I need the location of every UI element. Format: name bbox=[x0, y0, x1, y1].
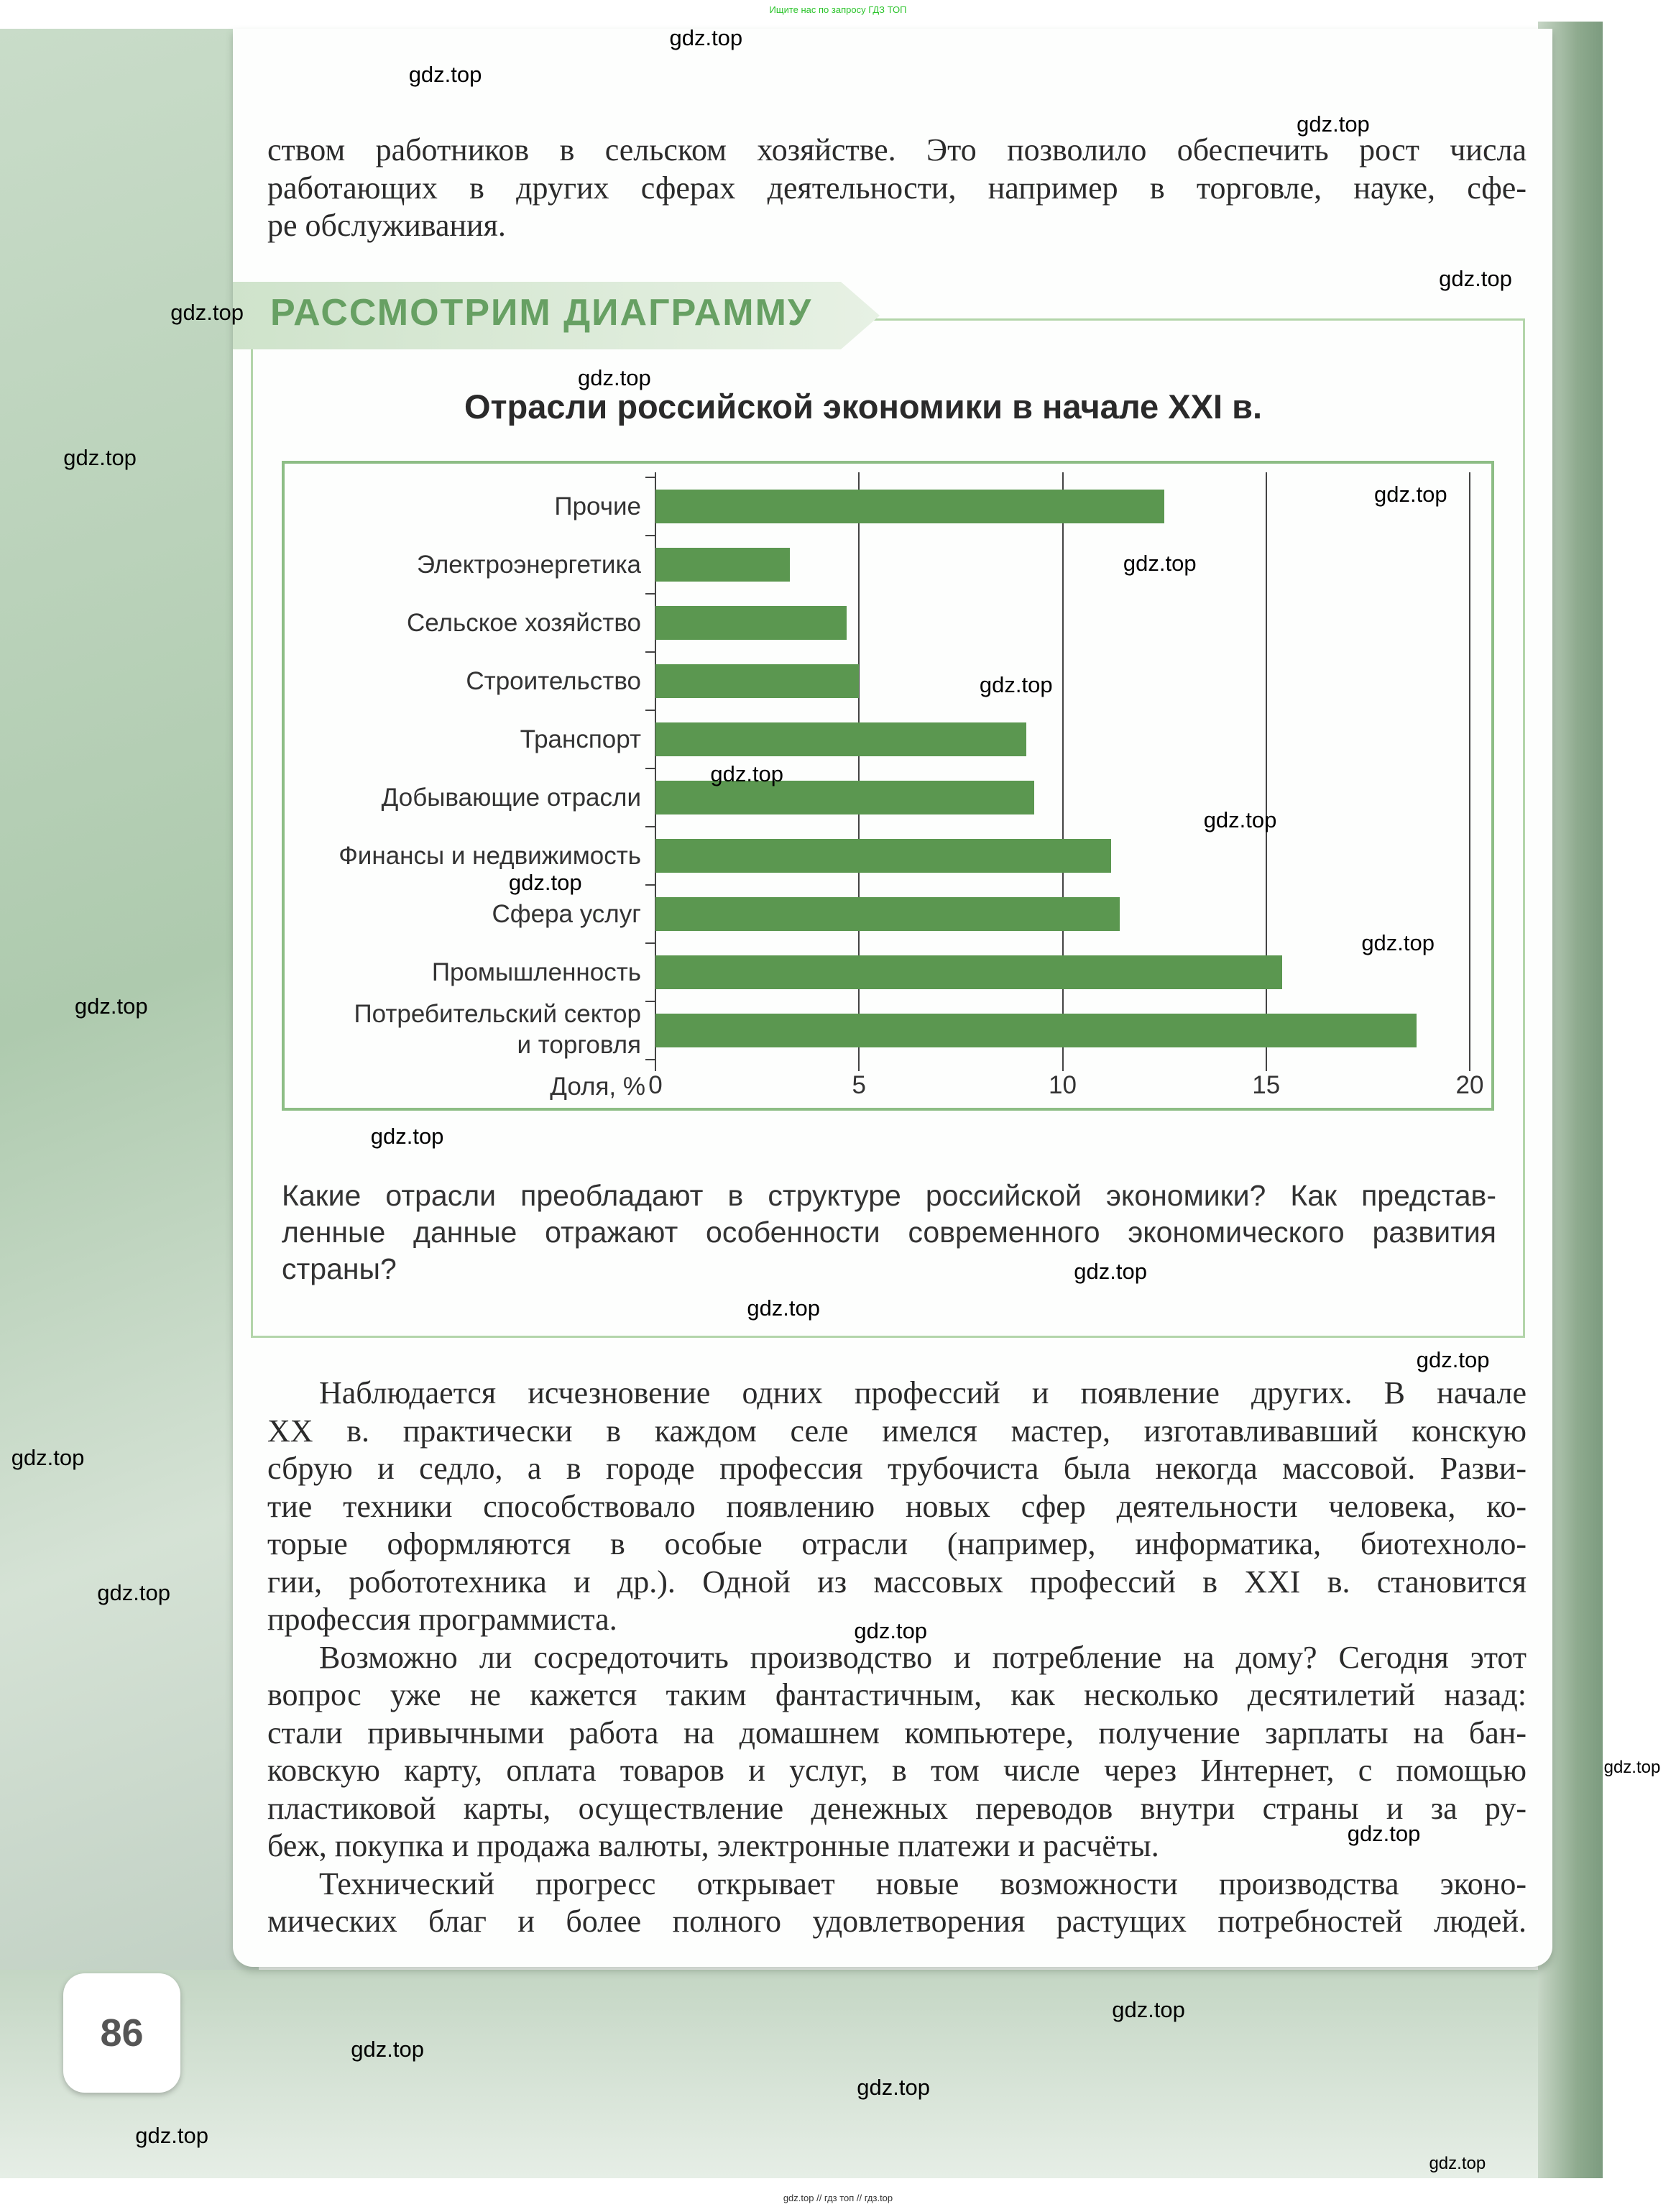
text-line: тие техники способствовало появлению новых сфер деятельности человека, ко- bbox=[267, 1488, 1527, 1524]
category-label-line: и торговля bbox=[517, 1031, 641, 1059]
x-tick-label: 5 bbox=[852, 1071, 866, 1099]
category-label-line: Сельское хозяйство bbox=[406, 608, 641, 637]
watermark-text: gdz.top bbox=[1603, 1758, 1661, 1778]
category-label-line: Транспорт bbox=[520, 725, 641, 753]
chart-title: Отрасли российской экономики в начале XXI в. bbox=[464, 387, 1263, 426]
y-tick bbox=[645, 826, 655, 827]
text-line: мических благ и более полного удовлетворения растущих потребностей людей. bbox=[267, 1904, 1527, 1939]
category-label bbox=[354, 999, 642, 1060]
watermark-text: gdz.top bbox=[1373, 482, 1447, 508]
y-tick bbox=[645, 651, 655, 653]
bar bbox=[655, 955, 1282, 989]
watermark-text: gdz.top bbox=[1297, 111, 1370, 137]
bar bbox=[655, 897, 1120, 931]
watermark-text: gdz.top bbox=[747, 1295, 821, 1321]
text-line: ре обслуживания. bbox=[267, 208, 506, 243]
paragraph bbox=[267, 1375, 1527, 1639]
bar bbox=[655, 490, 1164, 523]
watermark-text: gdz.top bbox=[351, 2037, 424, 2062]
x-tick-label: 20 bbox=[1455, 1071, 1484, 1099]
watermark-text: gdz.top bbox=[97, 1579, 170, 1605]
watermark-text: gdz.top bbox=[370, 1123, 444, 1149]
text-line: Технический прогресс открывает новые возможности производства эконо- bbox=[319, 1865, 1527, 1901]
watermark-text: gdz.top bbox=[1123, 551, 1197, 577]
paragraph bbox=[267, 1639, 1527, 1865]
text-line: Наблюдается исчезновение одних профессий и появление других. В начале bbox=[319, 1375, 1527, 1410]
text-line: Возможно ли сосредоточить производство и потребление на дому? Сегодня этот bbox=[319, 1639, 1527, 1675]
watermark-text: gdz.top bbox=[578, 364, 651, 390]
text-line: вопрос уже не кажется таким фантастичным, как несколько десятилетий назад: bbox=[267, 1677, 1527, 1712]
text-line: гии, робототехника и др.). Одной из массовых профессий в XXI в. становится bbox=[267, 1564, 1527, 1600]
text-line: стали привычными работа на домашнем компьютере, получение зарплаты на бан- bbox=[267, 1715, 1527, 1750]
x-axis-label: Доля, % bbox=[550, 1073, 645, 1101]
watermark-text: gdz.top bbox=[508, 869, 582, 895]
left-decor bbox=[0, 29, 259, 2178]
text-line: ковскую карту, оплата товаров и услуг, в том числе через Интернет, с помощью bbox=[267, 1753, 1527, 1788]
question-line: ленные данные отражают особенности современного экономического развития bbox=[282, 1216, 1496, 1249]
watermark-text: gdz.top bbox=[408, 61, 482, 87]
section-banner-title: РАССМОТРИМ ДИАГРАММУ bbox=[270, 292, 813, 334]
header-tag: Ищите нас по запросу ГДЗ ТОП bbox=[769, 4, 907, 15]
watermark-text: gdz.top bbox=[135, 2122, 208, 2148]
category-label-line: Потребительский сектор bbox=[354, 1000, 641, 1028]
watermark-text: gdz.top bbox=[1429, 2154, 1486, 2174]
bar bbox=[655, 664, 859, 698]
category-label bbox=[432, 957, 641, 988]
y-tick bbox=[645, 884, 655, 886]
bar bbox=[655, 839, 1111, 873]
watermark-text: gdz.top bbox=[1074, 1258, 1147, 1284]
x-tick-label: 0 bbox=[648, 1071, 663, 1099]
intro-paragraph bbox=[267, 132, 1527, 245]
gridline bbox=[1469, 472, 1470, 1071]
category-label bbox=[417, 549, 641, 580]
y-tick bbox=[645, 942, 655, 944]
watermark-text: gdz.top bbox=[854, 1617, 928, 1643]
bar bbox=[655, 722, 1026, 756]
text-line: ством работников в сельском хозяйстве. Это позволило обеспечить рост числа bbox=[267, 132, 1527, 167]
category-label-line: Электроэнергетика bbox=[416, 550, 641, 579]
category-label bbox=[382, 782, 641, 813]
y-tick bbox=[645, 1001, 655, 1002]
watermark-text: gdz.top bbox=[11, 1444, 85, 1470]
watermark-text: gdz.top bbox=[1112, 1997, 1185, 2023]
watermark-text: gdz.top bbox=[1203, 807, 1277, 833]
category-label bbox=[339, 840, 641, 871]
y-tick bbox=[645, 535, 655, 536]
category-label-line: Прочие bbox=[554, 492, 641, 520]
watermark-text: gdz.top bbox=[857, 2075, 930, 2101]
text-line: профессия программиста. bbox=[267, 1602, 617, 1637]
watermark-text: gdz.top bbox=[74, 993, 148, 1019]
watermark-text: gdz.top bbox=[979, 672, 1053, 698]
bar bbox=[655, 1014, 1417, 1047]
x-tick-label: 10 bbox=[1049, 1071, 1077, 1099]
bottom-decor bbox=[0, 1970, 1603, 2178]
x-tick-label: 15 bbox=[1252, 1071, 1281, 1099]
text-line: работающих в других сферах деятельности, например в торговле, науке, сфе- bbox=[267, 170, 1527, 206]
category-label-line: Добывающие отрасли bbox=[381, 783, 641, 812]
category-label bbox=[520, 724, 641, 755]
watermark-text: gdz.top bbox=[170, 300, 244, 326]
y-tick bbox=[645, 710, 655, 711]
category-label-line: Сфера услуг bbox=[492, 899, 641, 928]
text-line: сбрую и седло, а в городе профессия трубочиста была некогда массовой. Разви- bbox=[267, 1451, 1527, 1486]
question-line: Какие отрасли преобладают в структуре российской экономики? Как представ- bbox=[282, 1179, 1496, 1212]
category-label bbox=[407, 607, 641, 638]
y-tick bbox=[645, 593, 655, 595]
category-label-line: Строительство bbox=[466, 666, 641, 695]
body-text bbox=[267, 1375, 1527, 1941]
watermark-text: gdz.top bbox=[63, 445, 137, 471]
page-number: 86 bbox=[63, 1973, 180, 2093]
y-tick bbox=[645, 477, 655, 478]
paragraph bbox=[267, 1865, 1527, 1941]
category-label-line: Финансы и недвижимость bbox=[339, 841, 641, 870]
watermark-text: gdz.top bbox=[1439, 266, 1512, 292]
y-tick bbox=[645, 768, 655, 769]
text-line: XX в. практически в каждом селе имелся мастер, изготавливавший конскую bbox=[267, 1413, 1527, 1449]
watermark-text: gdz.top bbox=[1361, 930, 1435, 955]
footer-tag: gdz.top // гдз топ // гдз.top bbox=[783, 2193, 893, 2203]
y-tick bbox=[645, 1059, 655, 1060]
category-label bbox=[554, 491, 641, 522]
watermark-text: gdz.top bbox=[710, 761, 784, 786]
watermark-text: gdz.top bbox=[669, 24, 743, 50]
watermark-text: gdz.top bbox=[1347, 1821, 1421, 1847]
watermark-text: gdz.top bbox=[1416, 1347, 1490, 1373]
category-label bbox=[492, 899, 642, 930]
bar bbox=[655, 606, 847, 640]
category-label-line: Промышленность bbox=[431, 958, 641, 986]
text-line: пластиковой карты, осуществление денежных переводов внутри страны и за ру- bbox=[267, 1790, 1527, 1826]
text-line: торые оформляются в особые отрасли (например, информатика, биотехноло- bbox=[267, 1526, 1527, 1561]
category-label bbox=[466, 666, 641, 697]
bar bbox=[655, 548, 790, 582]
question-text bbox=[282, 1178, 1496, 1288]
question-line: страны? bbox=[282, 1252, 397, 1285]
text-line: беж, покупка и продажа валюты, электронные платежи и расчёты. bbox=[267, 1828, 1159, 1863]
